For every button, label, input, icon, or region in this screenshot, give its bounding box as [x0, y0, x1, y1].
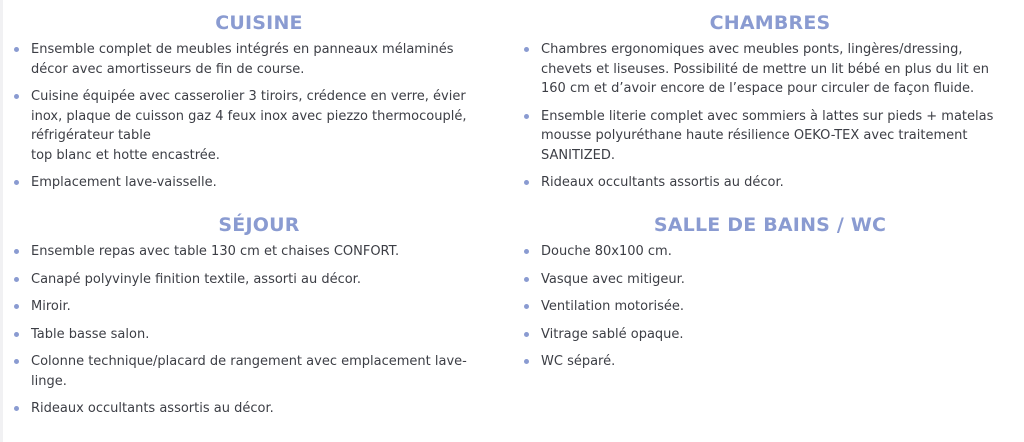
list-item: Chambres ergonomiques avec meubles ponts, lingères/dressing, chevets et liseuses. Possibilité de mettre un lit bébé en plus du lit en 160 cm et d’avoir encore de l’espace pour circuler de façon fluide.	[524, 40, 1012, 99]
section-salle-de-bains	[524, 214, 1012, 380]
list-item: Rideaux occultants assortis au décor.	[524, 173, 1012, 193]
list-item: WC séparé.	[524, 352, 1012, 372]
list-item: Table basse salon.	[14, 325, 494, 345]
list-item: Rideaux occultants assortis au décor.	[14, 399, 494, 419]
list-item: Canapé polyvinyle finition textile, assorti au décor.	[14, 270, 494, 290]
left-edge-divider	[0, 0, 3, 442]
list-item: Colonne technique/placard de rangement avec emplacement lave- linge.	[14, 352, 494, 391]
section-title-cuisine: CUISINE	[215, 12, 303, 34]
list-item: Vitrage sablé opaque.	[524, 325, 1012, 345]
list-cuisine	[14, 40, 494, 193]
list-item: Douche 80x100 cm.	[524, 242, 1012, 262]
list-salle-de-bains	[524, 242, 1012, 372]
list-item: Vasque avec mitigeur.	[524, 270, 1012, 290]
section-title-chambres: CHAMBRES	[709, 12, 831, 34]
list-item: Emplacement lave-vaisselle.	[14, 173, 494, 193]
section-title-sejour: SÉJOUR	[218, 214, 300, 236]
section-chambres	[524, 12, 1012, 201]
section-title-salle-de-bains: SALLE DE BAINS / WC	[653, 214, 887, 236]
list-item: Ensemble complet de meubles intégrés en panneaux mélaminés décor avec amortisseurs de fin de course.	[14, 40, 494, 79]
list-item: Cuisine équipée avec casserolier 3 tiroirs, crédence en verre, évier inox, plaque de cuisson gaz 4 feux inox avec piezzo thermocouplé, réfrigérateur table top blanc et hotte encastrée.	[14, 87, 494, 165]
list-sejour	[14, 242, 494, 419]
list-item: Ensemble literie complet avec sommiers à lattes sur pieds + matelas mousse polyuréthane haute résilience OEKO-TEX avec traitement SANITIZED.	[524, 107, 1012, 166]
list-chambres	[524, 40, 1012, 193]
section-sejour	[14, 214, 494, 427]
section-cuisine	[14, 12, 494, 201]
list-item: Miroir.	[14, 297, 494, 317]
list-item: Ensemble repas avec table 130 cm et chaises CONFORT.	[14, 242, 494, 262]
list-item: Ventilation motorisée.	[524, 297, 1012, 317]
